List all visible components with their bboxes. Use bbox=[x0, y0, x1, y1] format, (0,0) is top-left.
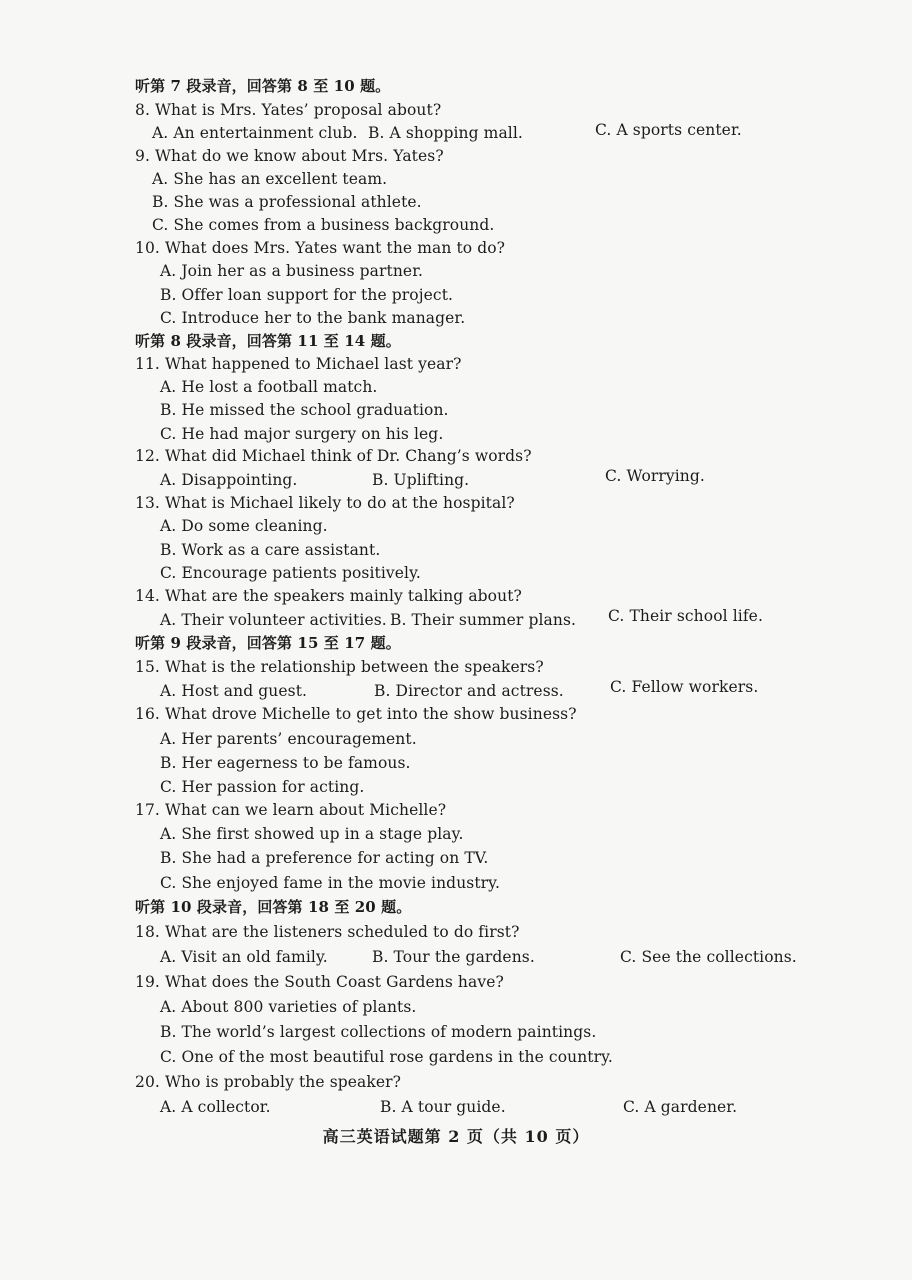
question-13-stem: 13. What is Michael likely to do at the hospital? bbox=[135, 494, 515, 512]
question-17-stem: 17. What can we learn about Michelle? bbox=[135, 801, 447, 819]
section-heading-7: 听第 7 段录音，回答第 8 至 10 题。 bbox=[135, 77, 391, 95]
question-8-option-b: B. A shopping mall. bbox=[368, 124, 523, 142]
question-12-option-a: A. Disappointing. bbox=[160, 471, 298, 489]
question-13-option-b: B. Work as a care assistant. bbox=[160, 541, 381, 559]
question-13-option-c: C. Encourage patients positively. bbox=[160, 564, 421, 582]
question-9-option-a: A. She has an excellent team. bbox=[152, 170, 388, 188]
question-10-option-b: B. Offer loan support for the project. bbox=[160, 286, 454, 304]
question-14-option-c: C. Their school life. bbox=[608, 607, 763, 625]
question-10-stem: 10. What does Mrs. Yates want the man to do? bbox=[135, 239, 506, 257]
question-8-option-c: C. A sports center. bbox=[595, 121, 742, 139]
question-16-option-c: C. Her passion for acting. bbox=[160, 778, 365, 796]
question-10-option-c: C. Introduce her to the bank manager. bbox=[160, 309, 466, 327]
question-16-option-a: A. Her parents’ encouragement. bbox=[160, 730, 417, 748]
question-15-stem: 15. What is the relationship between the speakers? bbox=[135, 658, 544, 676]
question-15-option-c: C. Fellow workers. bbox=[610, 678, 759, 696]
section-heading-8: 听第 8 段录音，回答第 11 至 14 题。 bbox=[135, 332, 401, 350]
question-18-stem: 18. What are the listeners scheduled to do first? bbox=[135, 923, 520, 941]
question-12-stem: 12. What did Michael think of Dr. Chang’s words? bbox=[135, 447, 532, 465]
question-14-option-b: B. Their summer plans. bbox=[390, 611, 577, 629]
question-16-option-b: B. Her eagerness to be famous. bbox=[160, 754, 411, 772]
section-heading-9: 听第 9 段录音，回答第 15 至 17 题。 bbox=[135, 634, 401, 652]
question-9-option-c: C. She comes from a business background. bbox=[152, 216, 495, 234]
question-11-option-b: B. He missed the school graduation. bbox=[160, 401, 449, 419]
question-14-option-a: A. Their volunteer activities. bbox=[160, 611, 387, 629]
question-9-option-b: B. She was a professional athlete. bbox=[152, 193, 422, 211]
question-19-option-a: A. About 800 varieties of plants. bbox=[160, 998, 417, 1016]
question-20-option-c: C. A gardener. bbox=[623, 1098, 738, 1116]
question-12-option-c: C. Worrying. bbox=[605, 467, 705, 485]
section-heading-10: 听第 10 段录音，回答第 18 至 20 题。 bbox=[135, 898, 412, 916]
question-16-stem: 16. What drove Michelle to get into the show business? bbox=[135, 705, 577, 723]
question-17-option-c: C. She enjoyed fame in the movie industry. bbox=[160, 874, 500, 892]
question-8-stem: 8. What is Mrs. Yates’ proposal about? bbox=[135, 101, 442, 119]
question-8-option-a: A. An entertainment club. bbox=[152, 124, 358, 142]
question-18-option-b: B. Tour the gardens. bbox=[372, 948, 535, 966]
question-11-option-a: A. He lost a football match. bbox=[160, 378, 378, 396]
question-17-option-a: A. She first showed up in a stage play. bbox=[160, 825, 464, 843]
question-18-option-a: A. Visit an old family. bbox=[160, 948, 328, 966]
question-17-option-b: B. She had a preference for acting on TV. bbox=[160, 849, 489, 867]
question-14-stem: 14. What are the speakers mainly talking about? bbox=[135, 587, 522, 605]
question-19-stem: 19. What does the South Coast Gardens have? bbox=[135, 973, 504, 991]
question-11-stem: 11. What happened to Michael last year? bbox=[135, 355, 462, 373]
question-12-option-b: B. Uplifting. bbox=[372, 471, 470, 489]
page-footer: 高三英语试题第 2 页（共 10 页） bbox=[322, 1127, 590, 1146]
question-9-stem: 9. What do we know about Mrs. Yates? bbox=[135, 147, 444, 165]
question-20-option-a: A. A collector. bbox=[160, 1098, 271, 1116]
question-11-option-c: C. He had major surgery on his leg. bbox=[160, 425, 444, 443]
question-19-option-b: B. The world’s largest collections of modern paintings. bbox=[160, 1023, 597, 1041]
question-20-option-b: B. A tour guide. bbox=[380, 1098, 506, 1116]
question-19-option-c: C. One of the most beautiful rose gardens in the country. bbox=[160, 1048, 613, 1066]
question-15-option-b: B. Director and actress. bbox=[374, 682, 564, 700]
question-20-stem: 20. Who is probably the speaker? bbox=[135, 1073, 402, 1091]
question-13-option-a: A. Do some cleaning. bbox=[160, 517, 328, 535]
question-18-option-c: C. See the collections. bbox=[620, 948, 797, 966]
question-10-option-a: A. Join her as a business partner. bbox=[160, 262, 424, 280]
question-15-option-a: A. Host and guest. bbox=[160, 682, 308, 700]
